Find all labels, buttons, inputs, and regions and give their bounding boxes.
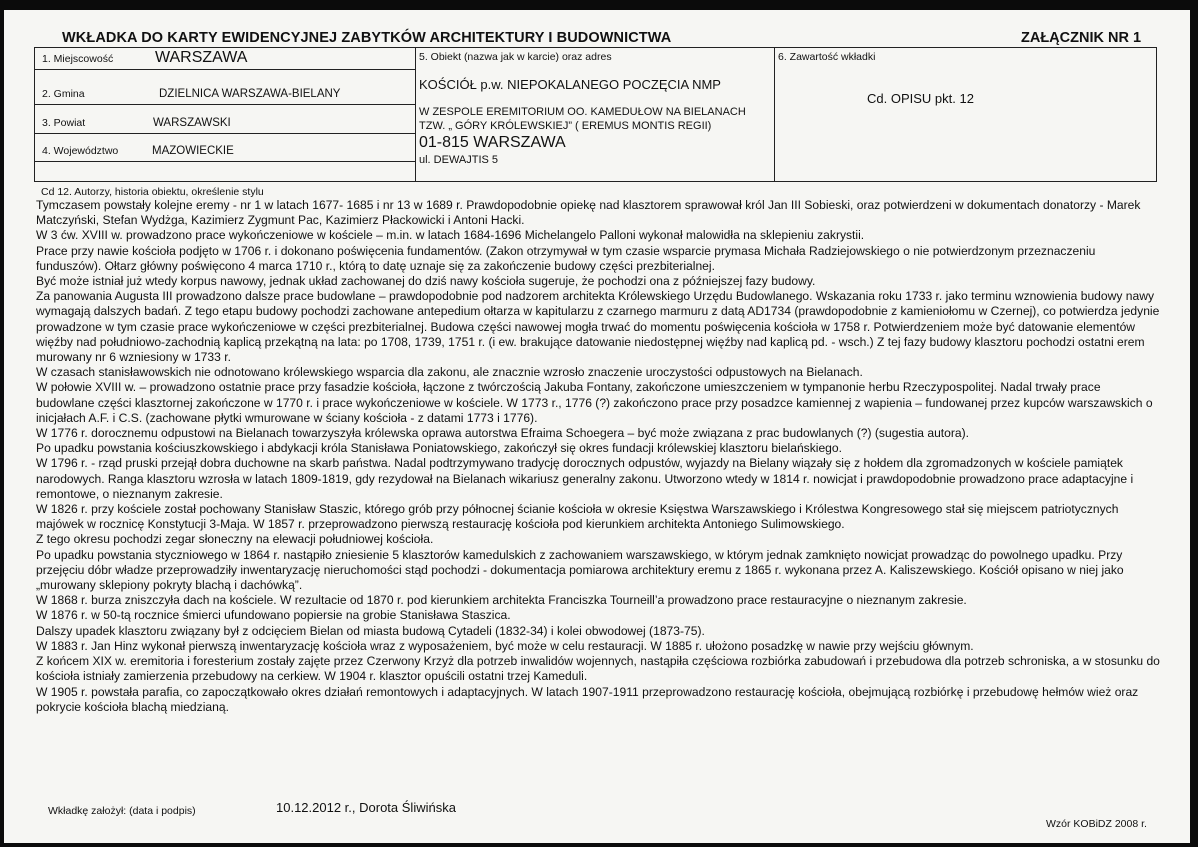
section-label: Cd 12. Autorzy, historia obiektu, określenie stylu xyxy=(41,186,264,198)
field-row-gmina xyxy=(35,70,415,105)
field-label: 1. Miejscowość xyxy=(42,53,114,65)
header-fields-table xyxy=(34,47,1157,182)
history-text xyxy=(36,198,1161,715)
paragraph: Po upadku powstania styczniowego w 1864 r. nastąpiło zniesienie 5 klasztorów kamedulskich z zachowaniem warszawskiego, w którym jednak zamknięto nowicjat prowadząc do powolnego upadku. Przy przejęciu dóbr władze przeprowadziły inwentaryzację nieruchomości stąd pochodzi - dokumentacja pomiarowa architektury eremu z 1865 r. wykonana przez A. Kaliszewskiego. Kościół opisano w niej jako „murowany sklepiony pokryty blachą i dachówką”. xyxy=(36,547,1124,593)
paragraph: Z tego okresu pochodzi zegar słoneczny na elewacji południowej kościoła. xyxy=(36,532,434,547)
document-title: WKŁADKA DO KARTY EWIDENCYJNEJ ZABYTKÓW ARCHITEKTURY I BUDOWNICTWA xyxy=(62,30,672,46)
signature-value: 10.12.2012 r., Dorota Śliwińska xyxy=(276,800,456,815)
paragraph: W 1796 r. - rząd pruski przejął dobra duchowne na skarb państwa. Nadal podtrzymywano tradycję dorocznych odpustów, wyjazdy na Bielany wiązały się z hołdem dla zgromadzonych w kościele pamiątek narodowych. Ranga klasztoru wzrosła w latach 1809-1819, gdy rezydował na Bielanach wikariusz generalny zakonu. Utworzono wtedy w 1814 r. nowicjat i prawdopodobnie prowadzono prace adaptacyjne i remontowe, o nieznanym zakresie. xyxy=(36,456,1134,501)
paragraph: Z końcem XIX w. eremitoria i foresterium zostały zajęte przez Czerwony Krzyż dla potrzeb inwalidów wojennych, nastąpiła częściowa rozbiórka zabudowań i przebudowa dla potrzeb schroniska, a w stosunku do kościoła istniały zamierzenia przebudowy na cerkiew. W 1904 r. klasztor opuścili ostatni trzej Kameduli. xyxy=(36,654,1160,684)
ensemble-line: W ZESPOLE EREMITORIUM OO. KAMEDUŁOW NA BIELANACH xyxy=(419,106,746,118)
field-row-powiat xyxy=(35,105,415,134)
paragraph: W 3 ćw. XVIII w. prowadzono prace wykończeniowe w kościele – m.in. w latach 1684-1696 Michelangelo Palloni wykonał malowidła na sklepieniu zakrystii. xyxy=(36,228,865,243)
paragraph: W 1883 r. Jan Hinz wykonał pierwszą inwentaryzację kościoła wraz z wyposażeniem, być może w celu restauracji. W 1885 r. ułożono posadzkę w nawie przy wejściu głównym. xyxy=(36,638,974,653)
paragraph: Prace przy nawie kościoła podjęto w 1706 r. i dokonano poświęcenia fundamentów. (Zakon otrzymywał w tym czasie wsparcie prymasa Michała Radziejowskiego o nie potwierdzonym przeznaczeniu funduszów). Ołtarz główny poświęcono 4 marca 1710 r., którą to datę uznaje się za zakończenie budowy części prezbiterialnej. xyxy=(36,243,1096,273)
paragraph: Być może istniał już wtedy korpus nawowy, jednak układ zachowanej do dziś nawy kościoła sugeruje, że pochodzi ona z późniejszej fazy budowy. xyxy=(36,274,816,289)
field-row-wojewodztwo xyxy=(35,134,415,162)
field-value-powiat: WARSZAWSKI xyxy=(153,117,231,129)
paragraph: W 1776 r. dorocznemu odpustowi na Bielanach towarzyszyła królewska oprawa autorstwa Efraima Schoegera – być może związana z prac budowlanych (?) (sugestia autora). xyxy=(36,426,970,441)
form-model-label: Wzór KOBiDZ 2008 r. xyxy=(1046,818,1147,830)
object-name: KOŚCIÓŁ p.w. NIEPOKALANEGO POCZĘCIA NMP xyxy=(419,77,721,92)
document-page xyxy=(4,10,1190,843)
object-label: 5. Obiekt (nazwa jak w karcie) oraz adres xyxy=(419,51,612,63)
paragraph: Tymczasem powstały kolejne eremy - nr 1 w latach 1677- 1685 i nr 13 w 1689 r. Prawdopodobnie opiekę nad klasztorem sprawował król Jan III Sobieski, oraz potwierdzeni w dokumentach donatorzy - Marek Matczyński, Stefan Wydżga, Kazimierz Zygmunt Pac, Kazimierz Płackowicki i Antoni Hacki. xyxy=(36,198,1141,228)
content-label: 6. Zawartość wkładki xyxy=(778,51,876,63)
content-value: Cd. OPISU pkt. 12 xyxy=(867,91,974,106)
content-cell xyxy=(776,48,1156,181)
field-row-miejscowosc xyxy=(35,48,415,70)
paragraph: W 1905 r. powstała parafia, co zapoczątkowało okres działań remontowych i adaptacyjnych. W latach 1907-1911 przeprowadzono restaurację kościoła, obejmującą rozbiórkę i przebudowę hełmów wież oraz pokrycie kościoła blachą miedzianą. xyxy=(36,684,1139,714)
paragraph: W połowie XVIII w. – prowadzono ostatnie prace przy fasadzie kościoła, łączone z twórczością Jakuba Fontany, zakończone umieszczeniem w tympanonie herbu Rzeczypospolitej. Nadal trwały prace budowlane części klasztornej zakończone w 1770 r. i prace wykończeniowe w kościele. W 1773 r., 1776 (?) zakończono prace przy posadzce kamiennej z wapienia – fundowanej przez kupców warszawskich o inicjałach A.F. i C.S. (zachowane płytki wmurowane w ściany kościoła - z datami 1773 i 1776). xyxy=(36,380,1153,425)
paragraph: W 1876 r. w 50-tą rocznice śmierci ufundowano popiersie na grobie Stanisława Staszica. xyxy=(36,608,511,623)
signature-label: Wkładkę założył: (data i podpis) xyxy=(48,805,196,817)
field-label: 4. Województwo xyxy=(42,145,119,157)
paragraph: W czasach stanisławowskich nie odnotowano królewskiego wsparcia dla zakonu, ale znacznie wzrosło znaczenie uroczystości odpustowych na Bielanach. xyxy=(36,365,863,380)
paragraph: Za panowania Augusta III prowadzono dalsze prace budowlane – prawdopodobnie pod nadzorem architekta Królewskiego Urzędu Budowlanego. Wskazania roku 1733 r. jako terminu wznowienia budowy nawy wymagają dalszych badań. Z tego etapu budowy pochodzi zachowane antepedium ołtarza w kapitularzu z czarnego marmuru z datą AD1734 (prawdopodobnie z kamieniołomu w Czernej), co potwierdza jedynie prowadzone w tym czasie prace wykończeniowe w części prezbiterialnej. Budowa części nawowej mogła trwać do momentu poświęcenia kościoła w 1758 r. Potwierdzeniem może być datowanie elementów więźby nad południowo-zachodnią kaplicą przekątną na lata: po 1708, 1739, 1751 r. (i ew. brakujące datowanie niedostępnej więźby nad kaplicą pd. - wsch.) Z tej fazy budowy klasztoru pochodzi ostatni erem murowany nr 6 wzniesiony w 1733 r. xyxy=(36,289,1160,365)
paragraph: Po upadku powstania kościuszkowskiego i abdykacji króla Stanisława Poniatowskiego, zakończył się okres fundacji królewskiej klasztoru bielańskiego. xyxy=(36,441,842,456)
field-value-gmina: DZIELNICA WARSZAWA-BIELANY xyxy=(159,88,341,100)
field-value-wojewodztwo: MAZOWIECKIE xyxy=(152,145,234,157)
field-label: 2. Gmina xyxy=(42,88,85,100)
column-divider xyxy=(774,48,775,181)
paragraph: W 1826 r. przy kościele został pochowany Stanisław Staszic, którego grób przy północnej ścianie kościoła w okresie Księstwa Warszawskiego i Królestwa Kongresowego stał się miejscem patriotycznych majówek w rocznicę Konstytucji 3-Maja. W 1857 r. przeprowadzono pierwszą restaurację kościoła pod kierunkiem architekta Antoniego Sulimowskiego. xyxy=(36,502,1119,532)
object-ensemble xyxy=(419,105,746,133)
object-street: ul. DEWAJTIS 5 xyxy=(419,154,499,166)
object-cell xyxy=(419,48,774,181)
field-label: 3. Powiat xyxy=(42,117,86,129)
annex-label: ZAŁĄCZNIK NR 1 xyxy=(1021,30,1142,46)
object-postal-address: 01-815 WARSZAWA xyxy=(419,134,566,151)
ensemble-line: TZW. „ GÓRY KRÓLEWSKIEJ” ( EREMUS MONTIS REGII) xyxy=(419,120,712,132)
paragraph: Dalszy upadek klasztoru związany był z odcięciem Bielan od miasta budową Cytadeli (1832-34) i kolei obwodowej (1873-75). xyxy=(36,623,705,638)
column-divider xyxy=(415,48,416,181)
paragraph: W 1868 r. burza zniszczyła dach na kościele. W rezultacie od 1870 r. pod kierunkiem architekta Franciszka Tourneill’a prowadzono prace restauracyjne o nieznanym zakresie. xyxy=(36,593,967,608)
field-value-miejscowosc: WARSZAWA xyxy=(155,49,248,66)
